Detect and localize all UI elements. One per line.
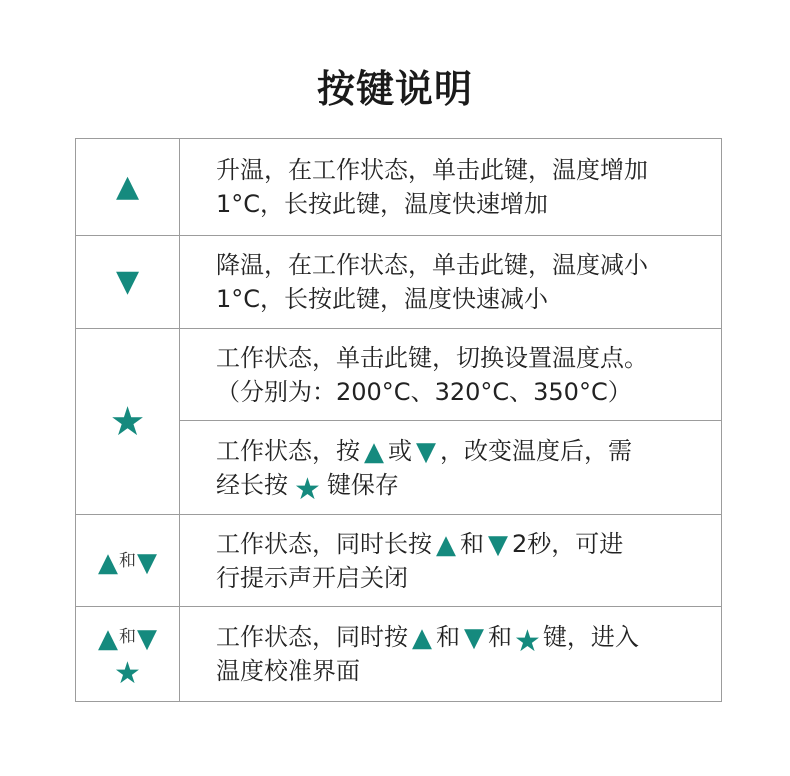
star-icon: ★ xyxy=(109,398,146,445)
description-line xyxy=(216,434,721,468)
description-line: 温度校准界面 xyxy=(216,657,360,685)
up-arrow-icon: ▲ xyxy=(98,623,118,654)
star-icon: ★ xyxy=(294,471,321,507)
up-arrow-icon: ▲ xyxy=(364,436,384,467)
description-text: 2秒，可进 xyxy=(512,529,624,558)
key-cell-up-and-down xyxy=(76,515,180,607)
description-up-and-down xyxy=(180,515,722,607)
description-text: 工作状态，同时长按 xyxy=(216,529,432,558)
down-arrow-icon: ▼ xyxy=(137,547,157,578)
down-arrow-icon: ▼ xyxy=(488,529,508,560)
description-line xyxy=(216,468,721,507)
down-arrow-icon: ▼ xyxy=(416,436,436,467)
description-line xyxy=(216,620,721,659)
description-line: 行提示声开启关闭 xyxy=(216,563,408,592)
key-cell-star xyxy=(76,329,180,515)
down-arrow-icon: ▼ xyxy=(464,623,484,653)
key-combo xyxy=(76,655,179,691)
key-cell-up-down-star xyxy=(76,607,180,702)
table-row xyxy=(76,515,722,607)
description-text: 和 xyxy=(488,623,512,651)
table-row xyxy=(76,607,722,702)
description-line: （分别为：200°C、320°C、350°C） xyxy=(216,377,632,406)
description-up-down-star xyxy=(180,607,722,702)
up-arrow-icon: ▲ xyxy=(412,623,432,653)
key-cell-up xyxy=(76,139,180,236)
table-row xyxy=(76,329,722,421)
page-title: 按键说明 xyxy=(316,67,473,111)
description-text: 和 xyxy=(436,623,460,651)
description-line: 降温，在工作状态，单击此键，温度减小 xyxy=(216,251,648,279)
and-label: 和 xyxy=(119,550,136,571)
up-arrow-icon: ▲ xyxy=(436,529,456,560)
description-text: ，改变温度后，需 xyxy=(440,436,632,465)
description-line: 1°C，长按此键，温度快速减小 xyxy=(216,285,549,313)
description-up xyxy=(180,139,722,236)
key-combo xyxy=(76,621,179,656)
table-row xyxy=(76,236,722,329)
up-arrow-icon: ▲ xyxy=(115,169,140,204)
description-down xyxy=(180,236,722,329)
description-text: 工作状态，同时按 xyxy=(216,623,408,651)
key-cell-down xyxy=(76,236,180,329)
description-star-b xyxy=(180,421,722,515)
key-table xyxy=(75,138,722,702)
description-star-a xyxy=(180,329,722,421)
down-arrow-icon: ▼ xyxy=(115,264,140,299)
and-label: 和 xyxy=(119,626,136,647)
star-icon: ★ xyxy=(514,624,541,659)
description-text: 或 xyxy=(388,436,412,465)
description-line: 升温，在工作状态，单击此键，温度增加 xyxy=(216,156,648,184)
star-icon: ★ xyxy=(114,655,141,691)
description-line xyxy=(216,527,721,561)
down-arrow-icon: ▼ xyxy=(137,623,157,654)
description-text: 工作状态，按 xyxy=(216,436,360,465)
table-row xyxy=(76,139,722,236)
description-text: 经长按 xyxy=(216,470,288,499)
description-line: 工作状态，单击此键，切换设置温度点。 xyxy=(216,343,648,372)
description-text: 键保存 xyxy=(326,470,399,499)
description-text: 和 xyxy=(460,529,484,558)
up-arrow-icon: ▲ xyxy=(98,547,118,578)
description-line: 1°C，长按此键，温度快速增加 xyxy=(216,190,549,218)
description-text: 键，进入 xyxy=(542,623,639,651)
